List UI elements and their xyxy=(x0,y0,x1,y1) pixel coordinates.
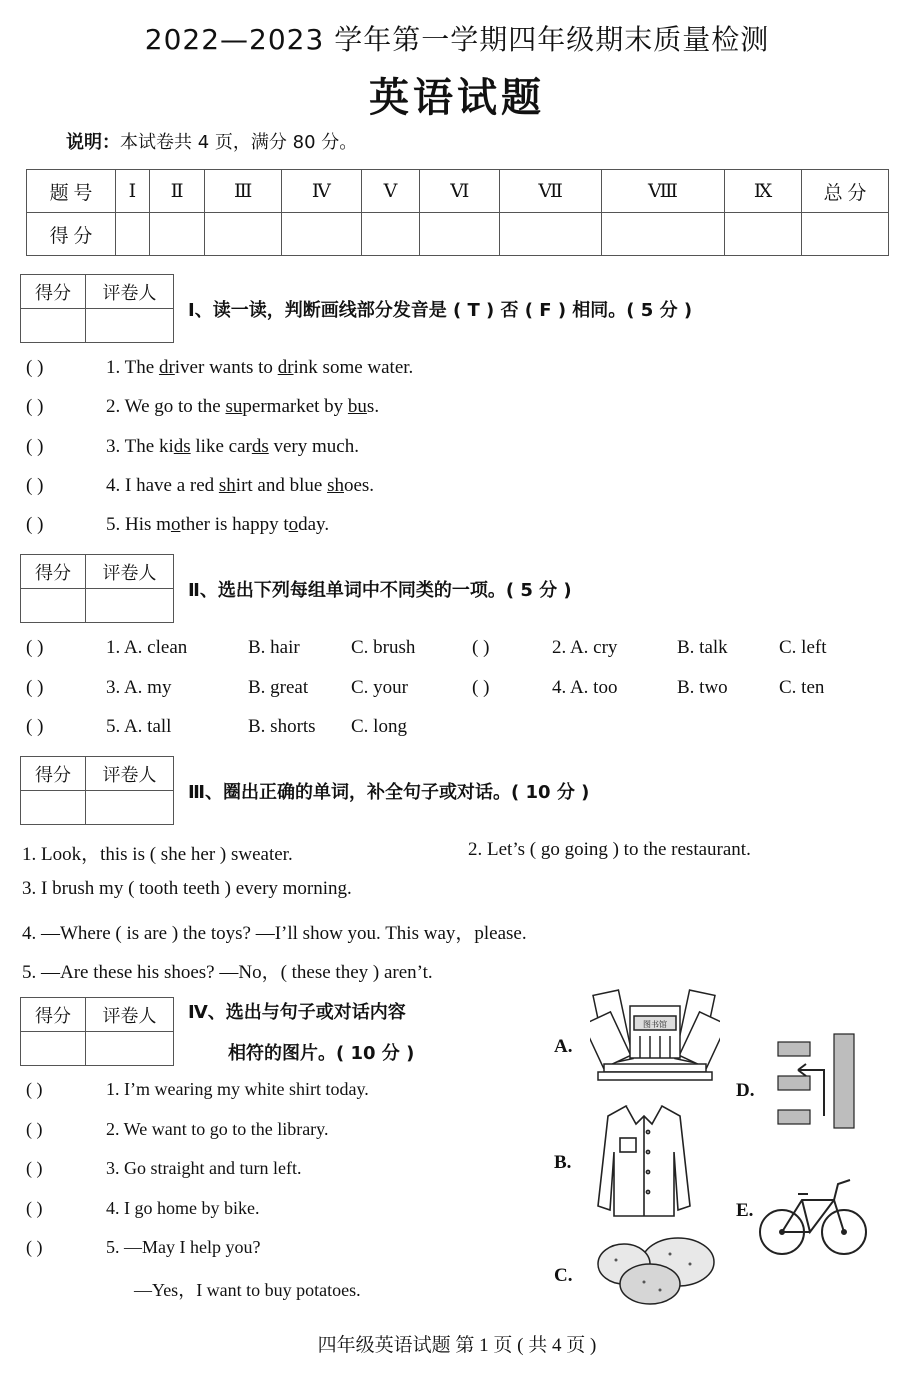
option-b: B. two xyxy=(677,677,728,698)
answer-blank[interactable]: ( ) xyxy=(26,716,44,737)
answer-blank[interactable]: ( ) xyxy=(472,637,490,658)
score-cell[interactable] xyxy=(724,213,801,256)
option-b: B. hair xyxy=(248,637,300,658)
turn-left-sign-icon xyxy=(776,1032,860,1132)
picture-label-b: B. xyxy=(554,1152,572,1173)
grader-score-label: 得分 xyxy=(21,555,86,589)
option-b: B. talk xyxy=(677,637,728,658)
section-3-title: Ⅲ、圈出正确的单词，补全句子或对话。( 10 分 ) xyxy=(188,782,590,803)
s3-question[interactable]: 3. I brush my ( tooth teeth ) every morning. xyxy=(22,878,352,899)
exam-title: 2022—2023 学年第一学期四年级期末质量检测 xyxy=(144,23,770,56)
answer-blank[interactable]: ( ) xyxy=(26,1119,43,1139)
s1-question: ( ) 3. The kids like cards very much. xyxy=(26,436,359,457)
s2-question: ( ) 4. A. too xyxy=(472,677,618,698)
bike-icon xyxy=(758,1170,868,1262)
grader-box-4 xyxy=(20,997,174,1066)
grader-score-label: 得分 xyxy=(21,757,86,791)
answer-blank[interactable]: ( ) xyxy=(26,1158,43,1178)
option-c: C. ten xyxy=(779,677,825,698)
s1-question: ( ) 5. His mother is happy today. xyxy=(26,514,330,535)
header-cell: 题 号 xyxy=(27,170,116,213)
shirt-icon xyxy=(596,1102,692,1220)
option-b: B. great xyxy=(248,677,309,698)
score-cell[interactable] xyxy=(601,213,724,256)
header-cell: 总 分 xyxy=(802,170,889,213)
potatoes-icon xyxy=(594,1234,718,1308)
s2-question: ( ) 2. A. cry xyxy=(472,637,618,658)
answer-blank[interactable]: ( ) xyxy=(26,1079,43,1099)
header-cell: Ⅴ xyxy=(361,170,420,213)
answer-blank[interactable]: ( ) xyxy=(26,677,44,698)
s3-question[interactable]: 5. —Are these his shoes? —No，( these they ) aren’t. xyxy=(22,962,433,983)
s2-question: ( ) 5. A. tall xyxy=(26,716,172,737)
answer-blank[interactable]: ( ) xyxy=(26,1198,43,1218)
picture-label-d: D. xyxy=(736,1080,755,1101)
header-cell: Ⅲ xyxy=(205,170,282,213)
grader-name-label: 评卷人 xyxy=(86,998,174,1032)
header-cell: Ⅳ xyxy=(282,170,362,213)
grader-score-label: 得分 xyxy=(21,275,86,309)
score-table xyxy=(26,169,889,256)
s2-question: ( ) 3. A. my xyxy=(26,677,172,698)
score-table-score-row xyxy=(27,213,889,256)
grader-name-cell[interactable] xyxy=(86,309,174,343)
score-cell[interactable] xyxy=(361,213,420,256)
s4-question: ( ) 5. —May I help you? xyxy=(26,1237,261,1257)
answer-blank[interactable]: ( ) xyxy=(26,475,44,496)
option-c: C. left xyxy=(779,637,827,658)
grader-box-1 xyxy=(20,274,174,343)
s3-question[interactable]: 2. Let’s ( go going ) to the restaurant. xyxy=(468,839,751,860)
grader-score-cell[interactable] xyxy=(21,309,86,343)
grader-name-cell[interactable] xyxy=(86,589,174,623)
header-cell: Ⅷ xyxy=(601,170,724,213)
grader-score-cell[interactable] xyxy=(21,589,86,623)
exam-subtitle: 英语试题 xyxy=(369,75,545,121)
score-cell[interactable] xyxy=(205,213,282,256)
s1-question: ( ) 2. We go to the supermarket by bus. xyxy=(26,396,380,417)
picture-label-c: C. xyxy=(554,1265,573,1286)
picture-label-a: A. xyxy=(554,1036,573,1057)
header-cell: Ⅶ xyxy=(500,170,602,213)
score-cell[interactable] xyxy=(420,213,500,256)
s4-question: ( ) 1. I’m wearing my white shirt today. xyxy=(26,1079,369,1099)
answer-blank[interactable]: ( ) xyxy=(26,1237,43,1257)
score-table-header-row xyxy=(27,170,889,213)
grader-name-label: 评卷人 xyxy=(86,555,174,589)
grader-score-cell[interactable] xyxy=(21,1032,86,1066)
s4-question: ( ) 4. I go home by bike. xyxy=(26,1198,260,1218)
option-c: C. long xyxy=(351,716,407,737)
option-c: C. brush xyxy=(351,637,416,658)
answer-blank[interactable]: ( ) xyxy=(26,357,44,378)
library-building-icon xyxy=(590,986,720,1086)
s4-question: ( ) 3. Go straight and turn left. xyxy=(26,1158,302,1178)
note-text: 本试卷共 4 页，满分 80 分。 xyxy=(120,132,358,153)
header-cell: Ⅵ xyxy=(420,170,500,213)
answer-blank[interactable]: ( ) xyxy=(472,677,490,698)
s1-question: ( ) 1. The driver wants to drink some water. xyxy=(26,357,414,378)
grader-name-label: 评卷人 xyxy=(86,757,174,791)
s3-question[interactable]: 1. Look，this is ( she her ) sweater. xyxy=(22,844,293,865)
section-2-title: Ⅱ、选出下列每组单词中不同类的一项。( 5 分 ) xyxy=(188,580,572,601)
score-cell[interactable] xyxy=(802,213,889,256)
s2-question: ( ) 1. A. clean xyxy=(26,637,188,658)
picture-label-e: E. xyxy=(736,1200,754,1221)
answer-blank[interactable]: ( ) xyxy=(26,637,44,658)
score-cell[interactable] xyxy=(149,213,204,256)
option-c: C. your xyxy=(351,677,408,698)
s4-question-5-reply: —Yes，I want to buy potatoes. xyxy=(134,1280,361,1300)
note-label: 说明： xyxy=(66,132,120,153)
header-cell: Ⅱ xyxy=(149,170,204,213)
answer-blank[interactable]: ( ) xyxy=(26,436,44,457)
score-cell[interactable] xyxy=(500,213,602,256)
score-cell[interactable] xyxy=(282,213,362,256)
section-4-title: Ⅳ、选出与句子或对话内容 xyxy=(188,1002,406,1023)
s3-question[interactable]: 4. —Where ( is are ) the toys? —I’ll show you. This way，please. xyxy=(22,923,527,944)
header-cell: Ⅸ xyxy=(724,170,801,213)
grader-box-3 xyxy=(20,756,174,825)
answer-blank[interactable]: ( ) xyxy=(26,514,44,535)
section-4-title-line2: 相符的图片。( 10 分 ) xyxy=(228,1043,415,1064)
exam-note xyxy=(66,128,357,154)
grader-name-label: 评卷人 xyxy=(86,275,174,309)
score-cell[interactable] xyxy=(116,213,150,256)
grader-score-cell[interactable] xyxy=(21,791,86,825)
grader-score-label: 得分 xyxy=(21,998,86,1032)
grader-name-cell[interactable] xyxy=(86,1032,174,1066)
page-footer: 四年级英语试题 第 1 页 ( 共 4 页 ) xyxy=(317,1335,597,1356)
score-label-cell: 得 分 xyxy=(27,213,116,256)
library-sign-text: 图书馆 xyxy=(643,1020,667,1029)
option-b: B. shorts xyxy=(248,716,316,737)
s1-question: ( ) 4. I have a red shirt and blue shoes. xyxy=(26,475,375,496)
grader-name-cell[interactable] xyxy=(86,791,174,825)
s4-question: ( ) 2. We want to go to the library. xyxy=(26,1119,329,1139)
section-1-title: Ⅰ、读一读，判断画线部分发音是 ( T ) 否 ( F ) 相同。( 5 分 ) xyxy=(188,300,693,321)
header-cell: Ⅰ xyxy=(116,170,150,213)
grader-box-2 xyxy=(20,554,174,623)
answer-blank[interactable]: ( ) xyxy=(26,396,44,417)
